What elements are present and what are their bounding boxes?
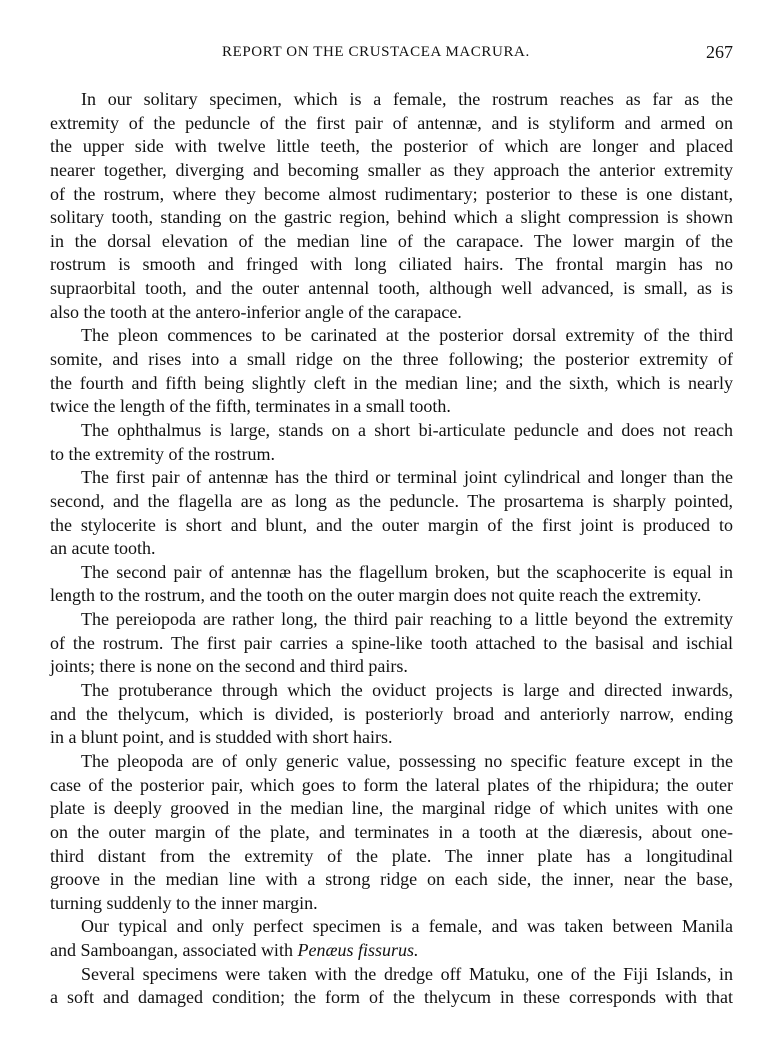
- text-line: of the rostrum, where they become almost rudimentary; posterior to these is one distant,: [50, 183, 733, 204]
- paragraph: [50, 88, 733, 324]
- paragraph: [50, 750, 733, 915]
- text-line: [50, 939, 733, 963]
- text-line: plate is deeply grooved in the median line, the marginal ridge of which unites with one: [50, 798, 733, 819]
- text-line: The pereiopoda are rather long, the third pair reaching to a little beyond the extremity: [81, 609, 733, 630]
- text-line: In our solitary specimen, which is a female, the rostrum reaches as far as the: [81, 89, 733, 109]
- text-line: joints; there is none on the second and third pairs.: [50, 656, 408, 677]
- page-number: 267: [706, 42, 733, 62]
- text-line: second, and the flagella are as long as the peduncle. The prosartema is sharply pointed,: [50, 490, 733, 511]
- paragraph: [50, 963, 733, 1010]
- text-line: The protuberance through which the oviduct projects is large and directed inwards,: [81, 680, 733, 701]
- text-line: twice the length of the fifth, terminates in a small tooth.: [50, 396, 451, 417]
- running-title: REPORT ON THE CRUSTACEA MACRURA.: [222, 44, 530, 60]
- text-line: The second pair of antennæ has the flagellum broken, but the scaphocerite is equal in: [81, 561, 733, 582]
- text-line: supraorbital tooth, and the outer antennal tooth, although well advanced, is small, as is: [50, 278, 733, 299]
- text-line: groove in the median line with a strong ridge on each side, the inner, near the base,: [50, 869, 733, 890]
- text-line: also the tooth at the antero-inferior angle of the carapace.: [50, 301, 462, 322]
- text-line: rostrum is smooth and fringed with long ciliated hairs. The frontal margin has no: [50, 254, 733, 275]
- species-name: Penæus fissurus.: [297, 940, 419, 961]
- text-line: an acute tooth.: [50, 538, 156, 559]
- text-line: The ophthalmus is large, stands on a short bi-articulate peduncle and does not reach: [81, 419, 733, 440]
- text-line: the stylocerite is short and blunt, and the outer margin of the first joint is produced to: [50, 514, 733, 535]
- text-line: Our typical and only perfect specimen is a female, and was taken between Manila: [81, 916, 733, 937]
- text-line: the upper side with twelve little teeth, the posterior of which are longer and placed: [50, 136, 733, 157]
- text-line: The pleon commences to be carinated at the posterior dorsal extremity of the third: [81, 325, 733, 346]
- text-line: in the dorsal elevation of the median line of the carapace. The lower margin of the: [50, 230, 733, 251]
- text-line: turning suddenly to the inner margin.: [50, 892, 318, 913]
- text-line: somite, and rises into a small ridge on the three following; the posterior extremity of: [50, 349, 733, 370]
- text-line: nearer together, diverging and becoming smaller as they approach the anterior extremity: [50, 159, 733, 180]
- paragraph: [50, 419, 733, 466]
- body-text: [50, 88, 733, 1010]
- paragraph: [50, 466, 733, 561]
- text-line: of the rostrum. The first pair carries a spine-like tooth attached to the basisal and ischial: [50, 632, 733, 653]
- text-line: extremity of the peduncle of the first pair of antennæ, and is styliform and armed on: [50, 112, 733, 133]
- text-line: in a blunt point, and is studded with short hairs.: [50, 727, 393, 748]
- text-line: solitary tooth, standing on the gastric region, behind which a slight compression is shown: [50, 207, 733, 228]
- text-line: third distant from the extremity of the plate. The inner plate has a longitudinal: [50, 845, 733, 866]
- text-line: length to the rostrum, and the tooth on the outer margin does not quite reach the extremity.: [50, 585, 702, 606]
- text-line: The pleopoda are of only generic value, possessing no specific feature except in the: [81, 750, 733, 771]
- text-line: Several specimens were taken with the dredge off Matuku, one of the Fiji Islands, in: [81, 963, 733, 984]
- text-line: case of the posterior pair, which goes to form the lateral plates of the rhipidura; the outer: [50, 774, 733, 795]
- text-line: on the outer margin of the plate, and terminates in a tooth at the diæresis, about one-: [50, 821, 733, 842]
- paragraph: [50, 561, 733, 608]
- text-segment: and Samboangan, associated with: [50, 940, 298, 961]
- paragraph: [50, 324, 733, 419]
- text-line: the fourth and fifth being slightly cleft in the median line; and the sixth, which is nearly: [50, 372, 733, 393]
- text-line: and the thelycum, which is divided, is posteriorly broad and anteriorly narrow, ending: [50, 703, 733, 724]
- paragraph: [50, 679, 733, 750]
- text-line: The first pair of antennæ has the third or terminal joint cylindrical and longer than the: [81, 467, 733, 488]
- page-header: [0, 42, 776, 66]
- paragraph: [50, 608, 733, 679]
- paragraph: [50, 915, 733, 962]
- text-line: a soft and damaged condition; the form of the thelycum in these corresponds with that: [50, 987, 733, 1008]
- text-line: to the extremity of the rostrum.: [50, 443, 275, 464]
